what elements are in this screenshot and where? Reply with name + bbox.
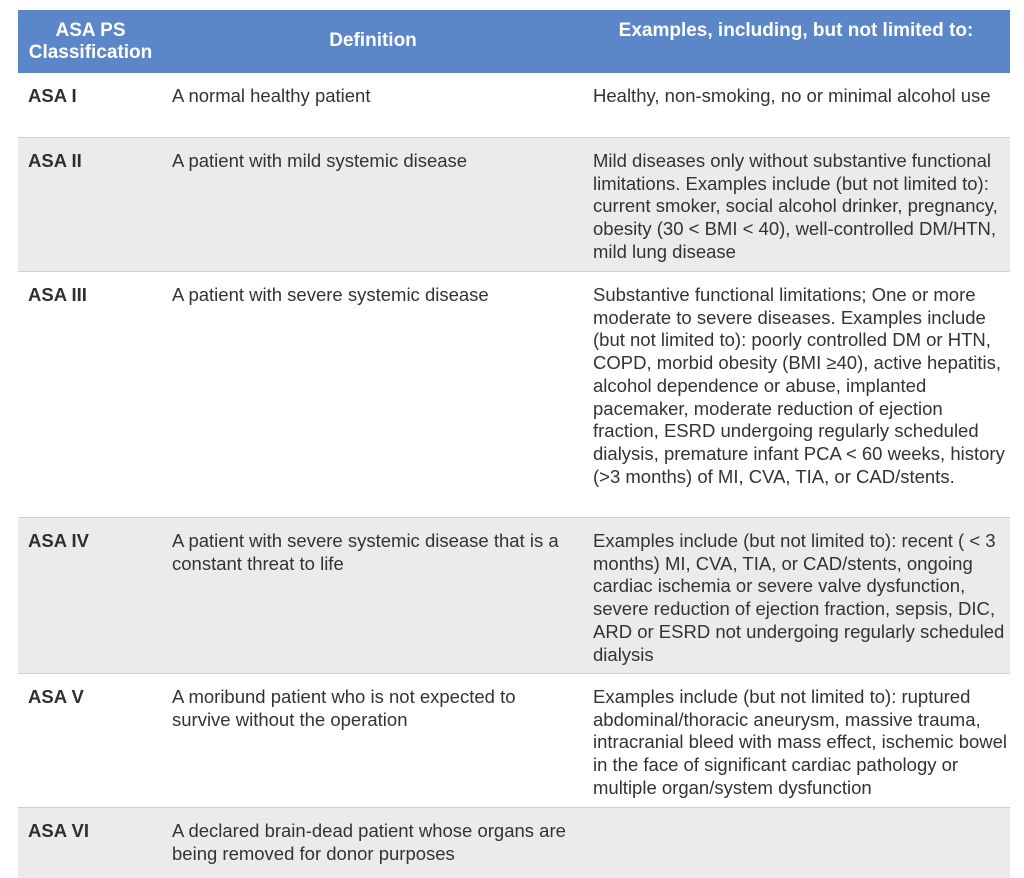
column-header-classification: ASA PS Classification: [28, 20, 153, 63]
row-class: ASA IV: [28, 530, 89, 551]
table-row-asa-6: [18, 808, 1010, 878]
row-definition: A patient with mild systemic disease: [172, 150, 468, 171]
row-examples: Mild diseases only without substantive functional limitations. Examples include (but not limited to): current smoker, social alcohol drinker, pregnancy, obesity (30 < BMI < 40), well-controlled DM/HTN, mild lung disease: [593, 150, 998, 262]
column-header-examples: Examples, including, but not limited to:: [618, 20, 974, 41]
row-class: ASA III: [28, 284, 87, 305]
table-row-asa-2: [18, 138, 1010, 272]
row-definition: A patient with severe systemic disease: [172, 284, 489, 305]
table-row-asa-5: [18, 674, 1010, 808]
column-header-definition: Definition: [329, 30, 417, 51]
row-class: ASA II: [28, 150, 82, 171]
row-class: ASA V: [28, 686, 84, 707]
row-definition: A patient with severe systemic disease that is a constant threat to life: [172, 530, 559, 574]
row-examples: Substantive functional limitations; One or more moderate to severe diseases. Examples include (but not limited to): poorly controlled DM or HTN, COPD, morbid obesity (BMI ≥40), active hepatitis, alcohol dependence or abuse, implanted pacemaker, moderate reduction of ejection fraction, ESRD undergoing regularly scheduled dialysis, premature infant PCA < 60 weeks, history (>3 months) of MI, CVA, TIA, or CAD/stents.: [593, 284, 1005, 487]
row-examples: Examples include (but not limited to): recent ( < 3 months) MI, CVA, TIA, or CAD/stents, ongoing cardiac ischemia or severe valve dysfunction, severe reduction of ejection fraction, sepsis, DIC, ARD or ESRD not undergoing regularly scheduled dialysis: [593, 530, 1005, 665]
table-row-asa-3: [18, 272, 1010, 518]
row-definition: A moribund patient who is not expected to survive without the operation: [172, 686, 516, 730]
table-row-asa-4: [18, 518, 1010, 674]
asa-classification-table: [18, 10, 1010, 878]
row-class: ASA I: [28, 85, 77, 106]
row-examples: Examples include (but not limited to): ruptured abdominal/thoracic aneurysm, massive trauma, intracranial bleed with mass effect, ischemic bowel in the face of significant cardiac pathology or multiple organ/system dysfunction: [593, 686, 1008, 798]
table-header: [18, 10, 1010, 73]
table-row-asa-1: [18, 73, 1010, 138]
row-class: ASA VI: [28, 820, 89, 841]
row-examples: Healthy, non-smoking, no or minimal alcohol use: [593, 85, 991, 106]
row-definition: A normal healthy patient: [172, 85, 371, 106]
row-definition: A declared brain-dead patient whose organs are being removed for donor purposes: [172, 820, 566, 864]
